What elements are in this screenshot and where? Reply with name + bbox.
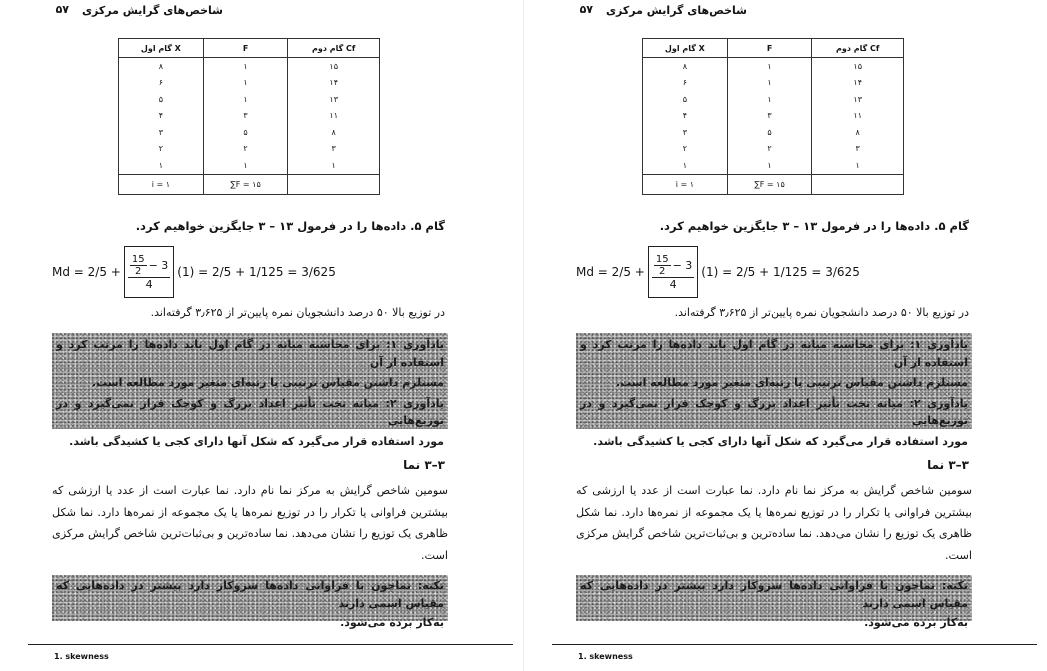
table-cell: ۱۵	[288, 58, 380, 75]
formula-rhs: (1) = 2/5 + 1/125 = 3/625	[701, 265, 860, 279]
table-cell: ۱	[203, 157, 288, 174]
table-cell: ۱۱	[288, 108, 380, 125]
table-row	[643, 108, 904, 125]
table-row	[119, 75, 380, 92]
table-cell: ۱۳	[288, 91, 380, 108]
table-cell: ۱	[643, 157, 728, 174]
step-5-text: گام ۵. داده‌ها را در فرمول ۱۳ – ۳ جایگزین خواهیم کرد.	[135, 219, 445, 233]
table-cell: ۵	[643, 91, 728, 108]
note-line: یادآوری ۱: برای محاسبه میانه در گام اول باید داده‌ها را مرتب کرد و استفاده از آن	[56, 338, 444, 369]
table-footer-row	[119, 174, 380, 194]
table-cell: ۶	[643, 75, 728, 92]
table-cell: ۱	[727, 157, 812, 174]
formula-outer-numerator	[652, 254, 694, 278]
running-title: شاخص‌های گرایش مرکزی	[81, 4, 223, 17]
formula-outer-numerator	[128, 254, 170, 278]
section-heading: ۳–۳ نما	[927, 458, 969, 472]
table-footer-row	[643, 174, 904, 194]
table-cell: ۲	[643, 141, 728, 158]
table-row	[119, 108, 380, 125]
table-row	[119, 141, 380, 158]
formula-lhs: Md = 2/5 +	[52, 265, 121, 279]
table-cell: ۲	[203, 141, 288, 158]
formula-bracket	[648, 246, 698, 298]
table-cell: ۸	[812, 124, 904, 141]
reminder-note-box	[52, 333, 448, 448]
note-line: نکته: نماچون با فراوانی داده‌ها سروکار دارد بیشتر در داده‌هایی که مقیاس اسمی دارند	[580, 579, 968, 610]
note-line: یادآوری ۱: برای محاسبه میانه در گام اول باید داده‌ها را مرتب کرد و استفاده از آن	[580, 338, 968, 369]
section-body: سومین شاخص گرایش به مرکز نما نام دارد. نما عبارت است از عدد یا ارزشی که بیشترین فراوانی یا تکرار را در توزیع نمره‌ها یا یک مجموعه از نمره‌ها دارد. نما شکل ظاهری یک توزیع را نشان می‌دهد. نما ساده‌ترین و بی‌ثبات‌ترین شاخص گرایش مرکزی است.	[52, 484, 448, 562]
table-cell: ۱	[727, 75, 812, 92]
table-cell: ۵	[727, 124, 812, 141]
table-cell: ۲	[727, 141, 812, 158]
table-row	[643, 75, 904, 92]
footnote: 1. skewness	[578, 652, 633, 661]
table-cell: ۵	[203, 124, 288, 141]
table-cell: ۲	[119, 141, 204, 158]
table-cell: ۱۱	[812, 108, 904, 125]
table-header: گام دوم Cf	[288, 39, 380, 58]
formula-minus: − 3	[148, 258, 169, 272]
table-row	[119, 58, 380, 75]
table-footer-cell: ∑F = ۱۵	[727, 174, 812, 194]
table-cell: ۱	[288, 157, 380, 174]
median-formula	[576, 246, 860, 298]
running-title: شاخص‌های گرایش مرکزی	[605, 4, 747, 17]
note-line: به‌کار برده می‌شود.	[864, 616, 968, 629]
table-cell: ۱	[203, 91, 288, 108]
table-cell: ۱	[727, 91, 812, 108]
table-cell: ۱۴	[812, 75, 904, 92]
table-header: F	[203, 39, 288, 58]
table-cell: ۱۳	[812, 91, 904, 108]
page-number: ۵۷	[579, 3, 593, 16]
formula-inner-denominator: 2	[135, 265, 142, 277]
table-cell: ۳	[812, 141, 904, 158]
table-footer-cell: i = ۱	[119, 174, 204, 194]
table-footer-cell: i = ۱	[643, 174, 728, 194]
footnote-rule	[28, 644, 513, 645]
table-row	[643, 58, 904, 75]
note-line: مورد استفاده قرار می‌گیرد که شکل آنها دارای کجی یا کشیدگی باشد.	[593, 434, 968, 448]
formula-inner-numerator: 15	[655, 253, 669, 265]
note-line: به‌کار برده می‌شود.	[340, 616, 444, 629]
table-cell: ۱	[812, 157, 904, 174]
note-line: مستلزم داشتن مقیاس ترتیبی یا رتبه‌ای متغیر مورد مطالعه است.	[91, 376, 444, 389]
formula-outer-denominator: 4	[669, 277, 677, 291]
table-row	[643, 157, 904, 174]
table-cell: ۱	[119, 157, 204, 174]
note-line: یادآوری ۲: میانه تحت تأثیر اعداد بزرگ و کوچک قرار نمی‌گیرد و در توزیع‌هایی	[56, 396, 444, 427]
table-row	[643, 91, 904, 108]
table-cell: ۱	[203, 75, 288, 92]
table-footer-cell: ∑F = ۱۵	[203, 174, 288, 194]
table-cell: ۱	[203, 58, 288, 75]
tip-note-box	[52, 575, 448, 629]
table-cell: ۳	[288, 141, 380, 158]
table-header: گام اول X	[119, 39, 204, 58]
table-cell: ۵	[119, 91, 204, 108]
formula-inner-fraction	[654, 254, 671, 277]
table-cell: ۸	[288, 124, 380, 141]
note-line: یادآوری ۲: میانه تحت تأثیر اعداد بزرگ و کوچک قرار نمی‌گیرد و در توزیع‌هایی	[580, 396, 968, 427]
table-header-row	[643, 39, 904, 58]
table-cell: ۱۵	[812, 58, 904, 75]
table-row	[643, 141, 904, 158]
page-number: ۵۷	[55, 3, 69, 16]
reminder-note-box	[576, 333, 972, 448]
table-cell: ۸	[119, 58, 204, 75]
table-cell: ۱	[727, 58, 812, 75]
formula-lhs: Md = 2/5 +	[576, 265, 645, 279]
frequency-table	[118, 38, 380, 195]
distribution-text: در توزیع بالا ۵۰ درصد دانشجویان نمره پایین‌تر از ۳٫۶۲۵ گرفته‌اند.	[674, 306, 969, 319]
table-cell: ۴	[119, 108, 204, 125]
note-line: نکته: نماچون با فراوانی داده‌ها سروکار دارد بیشتر در داده‌هایی که مقیاس اسمی دارند	[56, 579, 444, 610]
frequency-table	[642, 38, 904, 195]
formula-inner-numerator: 15	[131, 253, 145, 265]
section-body: سومین شاخص گرایش به مرکز نما نام دارد. نما عبارت است از عدد یا ارزشی که بیشترین فراوانی یا تکرار را در توزیع نمره‌ها یا یک مجموعه از نمره‌ها دارد. نما شکل ظاهری یک توزیع را نشان می‌دهد. نما ساده‌ترین و بی‌ثبات‌ترین شاخص گرایش مرکزی است.	[576, 484, 972, 562]
table-cell: ۶	[119, 75, 204, 92]
table-row	[119, 157, 380, 174]
table-row	[119, 124, 380, 141]
left-page	[0, 0, 523, 671]
table-header: گام دوم Cf	[812, 39, 904, 58]
table-header: گام اول X	[643, 39, 728, 58]
table-cell: ۱۴	[288, 75, 380, 92]
table-cell: ۳	[727, 108, 812, 125]
formula-minus: − 3	[672, 258, 693, 272]
formula-inner-fraction	[130, 254, 147, 277]
footnote-rule	[552, 644, 1037, 645]
formula-outer-denominator: 4	[145, 277, 153, 291]
median-formula	[52, 246, 336, 298]
right-page	[524, 0, 1047, 671]
table-cell: ۳	[119, 124, 204, 141]
formula-rhs: (1) = 2/5 + 1/125 = 3/625	[177, 265, 336, 279]
step-5-text: گام ۵. داده‌ها را در فرمول ۱۳ – ۳ جایگزین خواهیم کرد.	[659, 219, 969, 233]
table-footer-cell	[812, 174, 904, 194]
table-cell: ۴	[643, 108, 728, 125]
table-cell: ۳	[643, 124, 728, 141]
formula-outer-fraction	[652, 254, 694, 291]
table-cell: ۳	[203, 108, 288, 125]
table-row	[119, 91, 380, 108]
table-header-row	[119, 39, 380, 58]
formula-bracket	[124, 246, 174, 298]
note-line: مورد استفاده قرار می‌گیرد که شکل آنها دارای کجی یا کشیدگی باشد.	[69, 434, 444, 448]
tip-note-box	[576, 575, 972, 629]
note-line: مستلزم داشتن مقیاس ترتیبی یا رتبه‌ای متغیر مورد مطالعه است.	[615, 376, 968, 389]
table-cell: ۸	[643, 58, 728, 75]
section-heading: ۳–۳ نما	[403, 458, 445, 472]
footnote: 1. skewness	[54, 652, 109, 661]
table-row	[643, 124, 904, 141]
distribution-text: در توزیع بالا ۵۰ درصد دانشجویان نمره پایین‌تر از ۳٫۶۲۵ گرفته‌اند.	[150, 306, 445, 319]
formula-inner-denominator: 2	[659, 265, 666, 277]
table-header: F	[727, 39, 812, 58]
formula-outer-fraction	[128, 254, 170, 291]
table-footer-cell	[288, 174, 380, 194]
